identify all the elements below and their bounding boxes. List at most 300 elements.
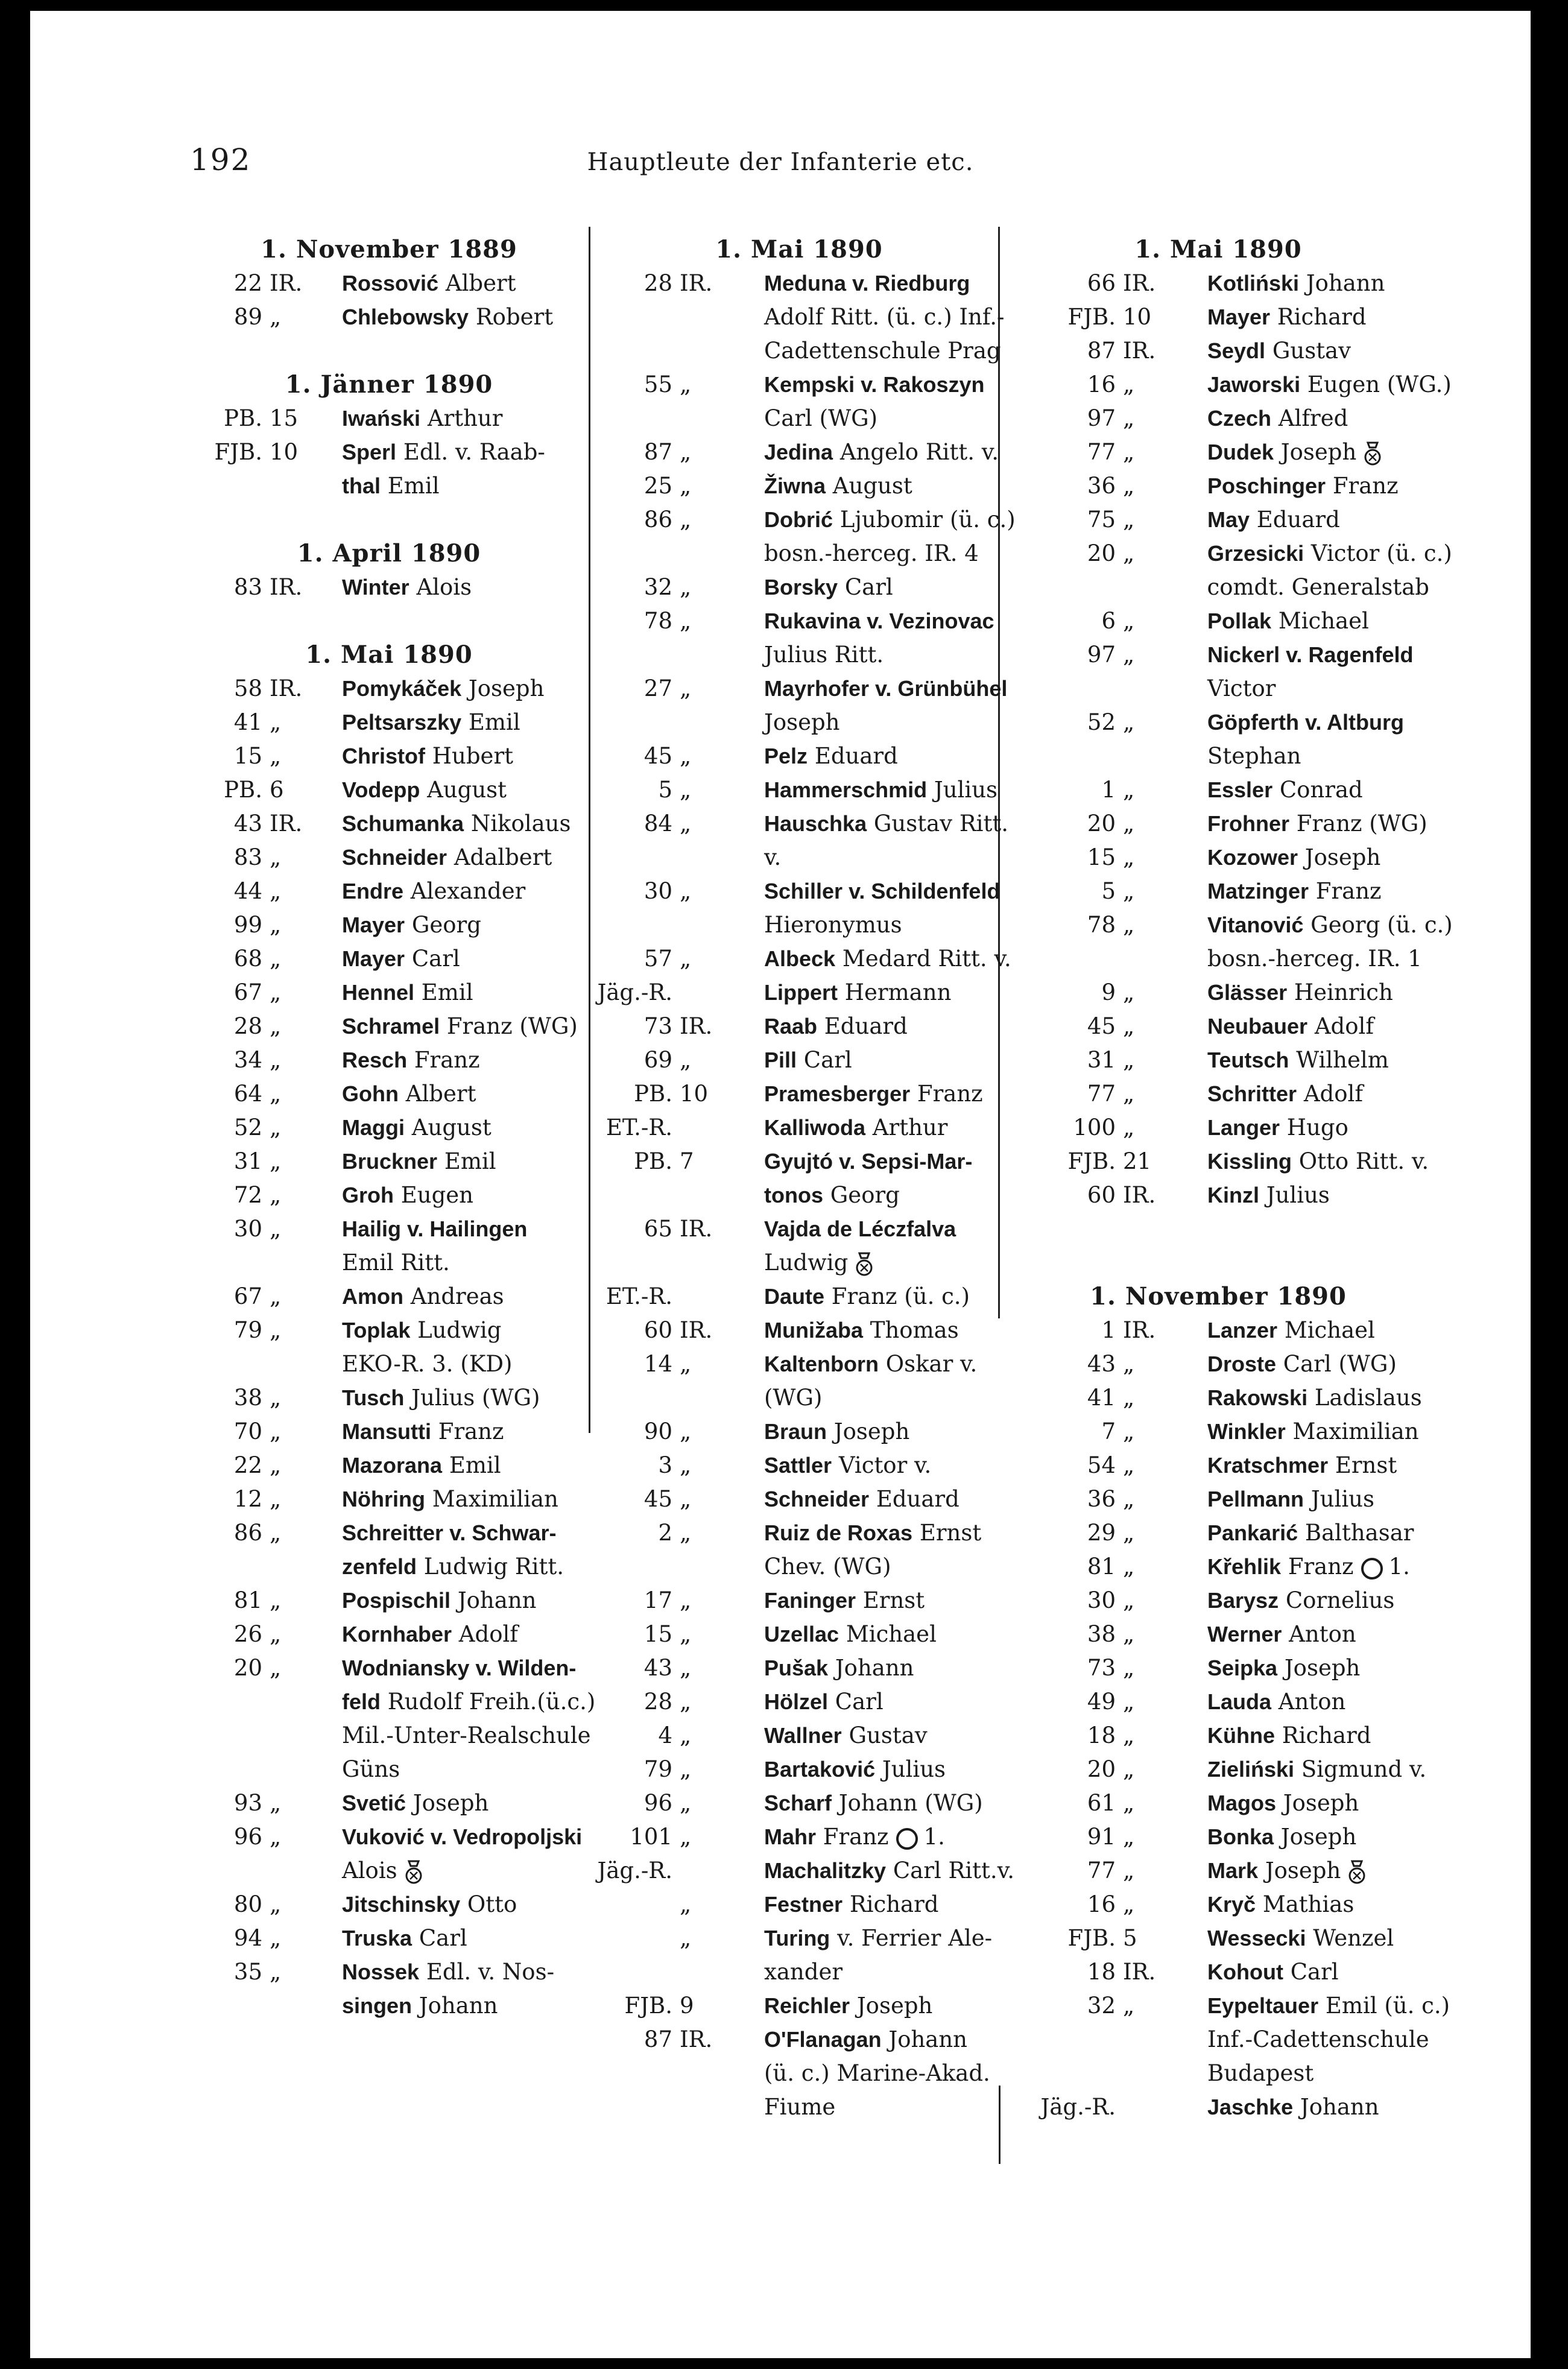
ditto-mark: „ bbox=[1123, 811, 1135, 837]
indent bbox=[181, 1347, 342, 1381]
list-entry bbox=[588, 1010, 1010, 1043]
entry-text bbox=[342, 267, 516, 300]
ditto-mark: „ bbox=[270, 1419, 282, 1444]
given-name: Eduard bbox=[876, 1486, 959, 1512]
section-heading: 1. April 1890 bbox=[297, 539, 481, 568]
list-entry bbox=[1007, 1719, 1429, 1753]
given-name: Franz bbox=[1315, 878, 1382, 904]
entry-text bbox=[342, 875, 525, 908]
surname: Braun bbox=[764, 1419, 827, 1444]
list-entry bbox=[588, 267, 1010, 300]
unit-label: IR. bbox=[1123, 1959, 1156, 1985]
entry-text bbox=[764, 300, 1004, 334]
decoration-medal-icon bbox=[403, 1859, 424, 1886]
given-name: Emil bbox=[421, 979, 473, 1005]
ditto-mark: „ bbox=[680, 1891, 692, 1917]
surname: Ruiz de Roxas bbox=[764, 1520, 913, 1545]
surname: zenfeld bbox=[342, 1554, 417, 1579]
entry-text bbox=[342, 1584, 536, 1618]
entry-text bbox=[764, 942, 1011, 976]
given-name: Julius Ritt. bbox=[764, 642, 884, 668]
given-name: Joseph bbox=[1283, 1790, 1359, 1816]
ditto-mark: „ bbox=[1123, 507, 1135, 533]
regiment-number: FJB. bbox=[624, 1993, 672, 2019]
surname: Tusch bbox=[342, 1385, 405, 1410]
ditto-mark: „ bbox=[1123, 1419, 1135, 1444]
entry-text bbox=[342, 1921, 467, 1955]
regiment-number: 87 bbox=[643, 2026, 672, 2052]
given-name: Carl bbox=[1290, 1959, 1339, 1985]
entry-text bbox=[342, 976, 473, 1010]
entry-text bbox=[1207, 1178, 1330, 1212]
regiment-number: 36 bbox=[1087, 1486, 1116, 1512]
surname: Jaworski bbox=[1207, 372, 1301, 397]
given-name: Hieronymus bbox=[764, 912, 902, 938]
surname: Albeck bbox=[764, 946, 836, 971]
regiment-number: 67 bbox=[233, 979, 262, 1005]
list-entry bbox=[181, 571, 597, 604]
list-entry bbox=[588, 1854, 1014, 1888]
list-entry bbox=[1007, 1584, 1429, 1618]
ditto-mark: „ bbox=[680, 743, 692, 769]
given-name: Joseph bbox=[413, 1790, 489, 1816]
ditto-mark: „ bbox=[1123, 844, 1135, 870]
ditto-mark: „ bbox=[680, 473, 692, 499]
entry-text bbox=[764, 402, 877, 435]
ditto-mark: „ bbox=[680, 439, 692, 465]
given-name: Andreas bbox=[410, 1283, 504, 1309]
given-name: Gustav Ritt. bbox=[873, 811, 1009, 837]
surname: Kryč bbox=[1207, 1892, 1256, 1917]
given-name: Franz bbox=[1332, 473, 1399, 499]
entry-text bbox=[764, 1888, 939, 1921]
column-1 bbox=[181, 233, 597, 2169]
ditto-mark: „ bbox=[270, 1182, 282, 1208]
entry-text bbox=[342, 300, 553, 334]
given-name: Carl bbox=[803, 1047, 852, 1073]
entry-text bbox=[764, 807, 1008, 841]
list-entry-continuation bbox=[588, 638, 1010, 672]
entry-text bbox=[1207, 1550, 1410, 1584]
surname: Schritter bbox=[1207, 1081, 1297, 1106]
list-entry bbox=[1007, 1178, 1429, 1212]
given-name: xander bbox=[764, 1959, 843, 1985]
list-entry bbox=[1007, 604, 1429, 638]
given-name: v. bbox=[764, 844, 782, 870]
indent bbox=[588, 402, 764, 435]
surname: Wessecki bbox=[1207, 1926, 1306, 1950]
unit-label bbox=[672, 1280, 764, 1314]
regiment-number: 100 bbox=[1073, 1115, 1116, 1140]
regiment-number: 73 bbox=[1087, 1655, 1116, 1681]
regiment-number: 83 bbox=[233, 844, 262, 870]
list-entry-continuation bbox=[588, 1550, 1010, 1584]
regiment-number: 43 bbox=[643, 1655, 672, 1681]
entry-text bbox=[764, 1280, 970, 1314]
entry-text bbox=[1207, 1888, 1354, 1921]
surname: Mahr bbox=[764, 1824, 817, 1849]
list-entry-continuation bbox=[181, 1550, 597, 1584]
list-entry bbox=[1007, 1550, 1429, 1584]
list-entry bbox=[1007, 1381, 1429, 1415]
ditto-mark: „ bbox=[270, 979, 282, 1005]
entry-text bbox=[1207, 739, 1301, 773]
entry-text bbox=[764, 1685, 884, 1719]
regiment-number: 79 bbox=[233, 1317, 262, 1343]
surname: Raab bbox=[764, 1014, 818, 1039]
given-name: Johann bbox=[888, 2026, 968, 2052]
list-entry bbox=[181, 1955, 597, 1989]
given-name: Emil (ü. c.) bbox=[1325, 1993, 1450, 2019]
given-name: Carl Ritt.v. bbox=[893, 1858, 1014, 1883]
list-entry bbox=[181, 1010, 597, 1043]
given-name: Emil bbox=[468, 709, 520, 735]
regiment-number: 67 bbox=[233, 1283, 262, 1309]
surname: Kaltenborn bbox=[764, 1352, 879, 1376]
given-name: Franz bbox=[823, 1824, 889, 1850]
entry-text bbox=[764, 2023, 967, 2057]
entry-text bbox=[1207, 1077, 1363, 1111]
list-entry bbox=[1007, 1820, 1429, 1854]
list-entry bbox=[1007, 1347, 1429, 1381]
list-entry-continuation bbox=[588, 2057, 1010, 2090]
regiment-number: 20 bbox=[1087, 1756, 1116, 1782]
ditto-mark: „ bbox=[1123, 1621, 1135, 1647]
given-name: Joseph bbox=[1304, 844, 1381, 870]
surname: Amon bbox=[342, 1284, 403, 1309]
unit-label: IR. bbox=[680, 2026, 713, 2052]
regiment-number: 26 bbox=[233, 1621, 262, 1647]
regiment-number: 2 bbox=[658, 1520, 672, 1546]
given-name: August bbox=[427, 777, 507, 803]
given-name: Heinrich bbox=[1294, 979, 1393, 1005]
given-name: Johann bbox=[1300, 2094, 1379, 2120]
surname: Bartaković bbox=[764, 1757, 876, 1782]
entry-text bbox=[764, 1381, 822, 1415]
given-name: Franz bbox=[438, 1419, 504, 1444]
entry-text bbox=[342, 1482, 558, 1516]
surname: Kotliński bbox=[1207, 271, 1300, 296]
given-name: Ljubomir (ü. c.) bbox=[839, 507, 1016, 533]
list-entry bbox=[181, 672, 597, 706]
given-name: (ü. c.) Marine-Akad. bbox=[764, 2060, 990, 2086]
given-name: August bbox=[411, 1115, 492, 1140]
decoration-ring-icon bbox=[895, 1827, 919, 1851]
ditto-mark: „ bbox=[270, 1115, 282, 1140]
list-entry bbox=[181, 706, 597, 739]
ditto-mark: „ bbox=[680, 608, 692, 634]
entry-text bbox=[764, 1246, 874, 1280]
given-name: Balthasar bbox=[1304, 1520, 1414, 1546]
entry-text bbox=[342, 1212, 527, 1246]
section-heading: 1. Mai 1890 bbox=[715, 235, 883, 264]
given-name: Nikolaus bbox=[470, 811, 571, 837]
surname: Hammerschmid bbox=[764, 777, 928, 802]
list-entry bbox=[1007, 1854, 1429, 1888]
entry-text bbox=[1207, 267, 1385, 300]
surname: Mark bbox=[1207, 1858, 1259, 1883]
given-name: Carl bbox=[844, 574, 893, 600]
list-entry bbox=[1007, 1989, 1450, 2023]
spacer bbox=[181, 334, 597, 368]
section-heading: 1. November 1890 bbox=[1090, 1282, 1347, 1311]
entry-text bbox=[342, 773, 507, 807]
entry-text bbox=[1207, 1820, 1356, 1854]
unit-label: IR. bbox=[1123, 270, 1156, 296]
regiment-number: 60 bbox=[1087, 1182, 1116, 1208]
list-entry-continuation bbox=[588, 1955, 1010, 1989]
ditto-mark: „ bbox=[1123, 1486, 1135, 1512]
given-name: Ludwig bbox=[417, 1317, 502, 1343]
ditto-mark: „ bbox=[1123, 1756, 1135, 1782]
regiment-number: 22 bbox=[233, 1452, 262, 1478]
list-entry-continuation bbox=[181, 1989, 597, 2023]
given-name: Richard bbox=[849, 1891, 939, 1917]
ditto-mark: „ bbox=[270, 878, 282, 904]
surname: Wodniansky v. Wilden- bbox=[342, 1656, 577, 1680]
given-name: Arthur bbox=[872, 1115, 948, 1140]
surname: Vodepp bbox=[342, 777, 420, 802]
regiment-number: 34 bbox=[233, 1047, 262, 1073]
ditto-mark: „ bbox=[680, 878, 692, 904]
ditto-mark: „ bbox=[680, 372, 692, 397]
surname: Faninger bbox=[764, 1588, 856, 1613]
surname: Pramesberger bbox=[764, 1081, 911, 1106]
entry-text bbox=[764, 1989, 932, 2023]
given-name: Michael bbox=[846, 1621, 937, 1647]
unit-label: 7 bbox=[680, 1148, 694, 1174]
given-name: Julius (WG) bbox=[411, 1385, 540, 1411]
list-entry bbox=[1007, 807, 1429, 841]
list-entry-continuation bbox=[181, 469, 597, 503]
regiment-number: 90 bbox=[643, 1419, 672, 1444]
list-entry-continuation bbox=[588, 908, 1010, 942]
entry-text bbox=[764, 841, 781, 875]
list-entry bbox=[588, 1584, 1010, 1618]
regiment-number bbox=[588, 1921, 672, 1955]
list-entry bbox=[181, 1212, 597, 1246]
ditto-mark: „ bbox=[680, 1925, 692, 1951]
list-entry bbox=[1007, 2090, 1429, 2124]
surname: tonos bbox=[764, 1183, 823, 1207]
ditto-mark: „ bbox=[680, 1722, 692, 1748]
surname: Bonka bbox=[1207, 1824, 1274, 1849]
list-entry bbox=[181, 875, 597, 908]
given-name: Eduard bbox=[1256, 507, 1340, 533]
decoration-medal-icon bbox=[1347, 1859, 1367, 1886]
surname: Mansutti bbox=[342, 1419, 431, 1444]
entry-text bbox=[342, 706, 520, 739]
list-entry bbox=[181, 1381, 597, 1415]
entry-text bbox=[1207, 1482, 1374, 1516]
given-name: Maximilian bbox=[432, 1486, 558, 1512]
unit-label: 10 bbox=[680, 1081, 709, 1107]
list-entry bbox=[588, 1618, 1010, 1651]
regiment-number: 41 bbox=[1087, 1385, 1116, 1411]
given-name: Fiume bbox=[764, 2094, 836, 2120]
regiment-number: 20 bbox=[233, 1655, 262, 1681]
given-name: Thomas bbox=[870, 1317, 959, 1343]
regiment-number: 96 bbox=[643, 1790, 672, 1816]
regiment-number: 32 bbox=[1087, 1993, 1116, 2019]
surname: Iwański bbox=[342, 406, 421, 431]
regiment-number: 61 bbox=[1087, 1790, 1116, 1816]
spacer bbox=[1007, 1246, 1429, 1280]
list-entry bbox=[588, 672, 1010, 706]
regiment-number: 99 bbox=[233, 912, 262, 938]
unit-label: 9 bbox=[680, 1993, 694, 2019]
surname: Nöhring bbox=[342, 1487, 425, 1511]
entry-text bbox=[1207, 2057, 1314, 2090]
indent bbox=[588, 537, 764, 571]
ditto-mark: „ bbox=[1123, 1655, 1135, 1681]
given-name: Arthur bbox=[427, 405, 503, 431]
list-entry bbox=[588, 604, 1010, 638]
list-entry bbox=[1007, 1010, 1429, 1043]
list-entry bbox=[588, 1077, 1010, 1111]
regiment-number: Jäg.-R. bbox=[597, 979, 672, 1005]
list-entry bbox=[588, 1347, 1010, 1381]
surname: Uzellac bbox=[764, 1622, 839, 1646]
list-entry bbox=[181, 1449, 597, 1482]
entry-text bbox=[1207, 773, 1363, 807]
given-name: Franz (WG) bbox=[1296, 811, 1427, 837]
spacer bbox=[181, 604, 597, 638]
given-name: Anton bbox=[1278, 1689, 1346, 1715]
list-entry bbox=[588, 469, 1010, 503]
given-name: Stephan bbox=[1207, 743, 1301, 769]
surname: Frohner bbox=[1207, 811, 1290, 836]
given-name: bosn.-herceg. IR. 4 bbox=[764, 540, 979, 566]
regiment-number: 83 bbox=[233, 574, 262, 600]
unit-label bbox=[672, 1111, 764, 1145]
regiment-number: Jäg.-R. bbox=[597, 1858, 672, 1883]
ditto-mark: „ bbox=[1123, 1824, 1135, 1850]
given-name: Albert bbox=[445, 270, 516, 296]
given-name: Johann bbox=[419, 1993, 498, 2019]
given-name: Franz (WG) bbox=[446, 1013, 578, 1039]
surname: thal bbox=[342, 473, 381, 498]
entry-text bbox=[764, 672, 1007, 706]
entry-text bbox=[764, 571, 893, 604]
indent bbox=[181, 1550, 342, 1584]
indent bbox=[181, 469, 342, 503]
given-name: Chev. (WG) bbox=[764, 1554, 891, 1580]
entry-text bbox=[1207, 638, 1413, 672]
surname: Kornhaber bbox=[342, 1622, 452, 1646]
entry-text bbox=[1207, 2023, 1429, 2057]
list-entry bbox=[588, 1516, 1010, 1550]
regiment-number: 1 bbox=[1101, 777, 1116, 803]
regiment-number: 93 bbox=[233, 1790, 262, 1816]
given-name: Franz bbox=[1288, 1554, 1354, 1580]
regiment-number: 69 bbox=[643, 1047, 672, 1073]
given-name: Eugen bbox=[400, 1182, 474, 1208]
given-name: (WG) bbox=[764, 1385, 823, 1411]
entry-text bbox=[342, 1449, 501, 1482]
given-name: Albert bbox=[405, 1081, 476, 1107]
surname: Schramel bbox=[342, 1014, 440, 1039]
regiment-number: 97 bbox=[1087, 405, 1116, 431]
entry-text bbox=[342, 1854, 424, 1888]
regiment-number: 5 bbox=[658, 777, 672, 803]
decoration-class: 1. bbox=[923, 1824, 945, 1850]
ditto-mark: „ bbox=[1123, 709, 1135, 735]
surname: Eypeltauer bbox=[1207, 1993, 1319, 2018]
entry-text bbox=[1207, 1618, 1356, 1651]
surname: Kempski v. Rakoszyn bbox=[764, 372, 985, 397]
list-entry bbox=[1007, 267, 1429, 300]
surname: Mazorana bbox=[342, 1453, 443, 1478]
decoration-medal-icon bbox=[854, 1251, 874, 1278]
ditto-mark: „ bbox=[270, 1925, 282, 1951]
ditto-mark: „ bbox=[270, 743, 282, 769]
ditto-mark: „ bbox=[270, 1283, 282, 1309]
surname: Seydl bbox=[1207, 338, 1266, 363]
entry-text bbox=[764, 1449, 931, 1482]
ditto-mark: „ bbox=[1123, 1520, 1135, 1546]
regiment-number: 66 bbox=[1087, 270, 1116, 296]
given-name: Alexander bbox=[410, 878, 526, 904]
regiment-number: ET.-R. bbox=[605, 1283, 672, 1309]
surname: Langer bbox=[1207, 1115, 1280, 1140]
entry-text bbox=[1207, 1145, 1429, 1178]
given-name: Güns bbox=[342, 1756, 400, 1782]
surname: Magos bbox=[1207, 1791, 1277, 1815]
surname: Schiller v. Schildenfeld bbox=[764, 879, 1001, 903]
ditto-mark: „ bbox=[1123, 1013, 1135, 1039]
surname: Rukavina v. Vezinovac bbox=[764, 609, 994, 633]
given-name: Edl. v. Raab- bbox=[403, 439, 545, 465]
indent bbox=[1007, 672, 1207, 706]
entry-text bbox=[1207, 1347, 1397, 1381]
ditto-mark: „ bbox=[270, 1486, 282, 1512]
list-entry bbox=[588, 739, 1010, 773]
entry-text bbox=[764, 976, 951, 1010]
regiment-number: 54 bbox=[1087, 1452, 1116, 1478]
entry-text bbox=[764, 435, 999, 469]
surname: Machalitzky bbox=[764, 1858, 887, 1883]
regiment-number: 80 bbox=[233, 1891, 262, 1917]
given-name: Adolf Ritt. (ü. c.) Inf.- bbox=[764, 304, 1005, 330]
surname: Werner bbox=[1207, 1622, 1282, 1646]
surname: Hölzel bbox=[764, 1689, 829, 1714]
given-name: Franz bbox=[917, 1081, 983, 1107]
regiment-number: 49 bbox=[1087, 1689, 1116, 1715]
ditto-mark: „ bbox=[1123, 1993, 1135, 2019]
list-entry bbox=[1007, 706, 1429, 739]
entry-text bbox=[1207, 1381, 1422, 1415]
given-name: comdt. Generalstab bbox=[1207, 574, 1429, 600]
entry-text bbox=[764, 1921, 992, 1955]
surname: Winter bbox=[342, 575, 409, 599]
regiment-number: 31 bbox=[233, 1148, 262, 1174]
unit-label: IR. bbox=[680, 1216, 713, 1242]
entry-text bbox=[764, 1550, 891, 1584]
ditto-mark: „ bbox=[270, 1317, 282, 1343]
surname: Schneider bbox=[764, 1487, 870, 1511]
list-entry bbox=[588, 1482, 1010, 1516]
surname: Lanzer bbox=[1207, 1318, 1278, 1343]
given-name: bosn.-herceg. IR. 1 bbox=[1207, 946, 1422, 972]
entry-text bbox=[1207, 368, 1452, 402]
given-name: Sigmund v. bbox=[1301, 1756, 1427, 1782]
entry-text bbox=[764, 1516, 981, 1550]
ditto-mark: „ bbox=[680, 1486, 692, 1512]
list-entry bbox=[1007, 1516, 1429, 1550]
given-name: Michael bbox=[1284, 1317, 1375, 1343]
entry-text bbox=[764, 739, 898, 773]
